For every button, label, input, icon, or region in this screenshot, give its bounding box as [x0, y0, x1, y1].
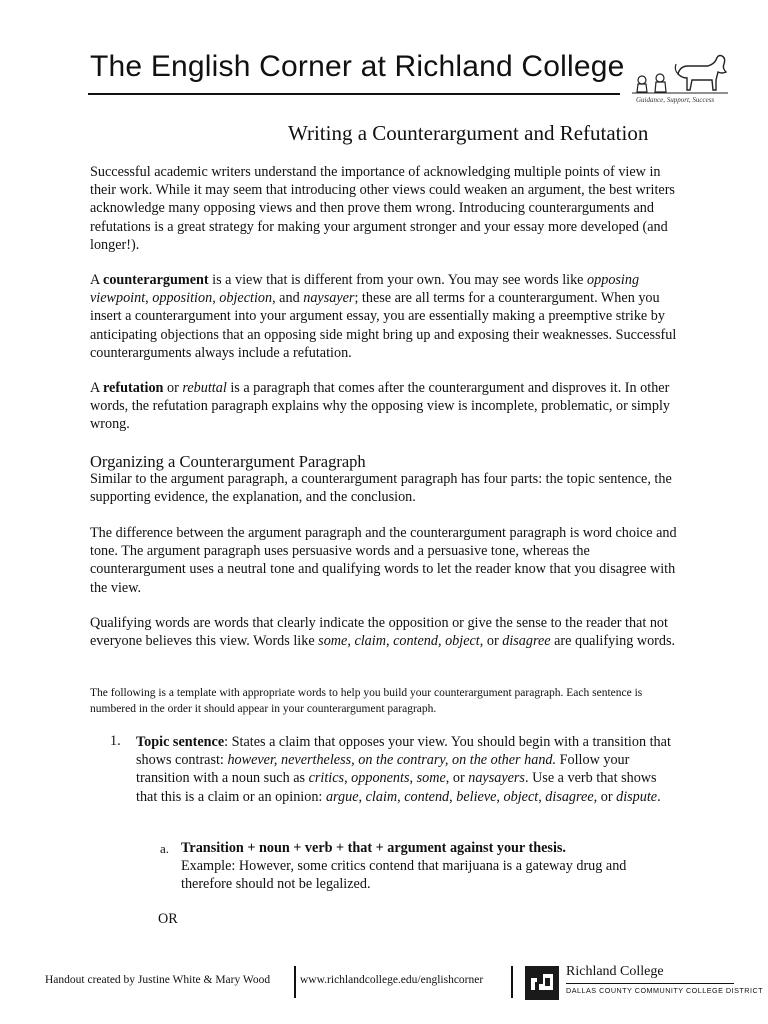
text: , and [272, 290, 304, 307]
text: Qualifying words are words that clearly indicate the opposition or give the sense to the reader that not everyone believes this view. Words like [90, 615, 668, 650]
page-header-title: The English Corner at Richland College [90, 50, 625, 83]
text: , or [479, 633, 503, 650]
section-paragraph-1 [90, 470, 678, 506]
text: , [397, 788, 405, 805]
richland-logo-icon [525, 966, 559, 1000]
document-title: Writing a Counterargument and Refutation [288, 121, 649, 145]
noun: naysayers [468, 770, 525, 787]
verb: object [503, 788, 539, 805]
text: A [90, 272, 104, 288]
text: . [657, 788, 661, 805]
template-note: The following is a template with appropriate words to help you build your counterargument paragraph. Each sentence is numbered in the order it should appear in your counterargument paragraph. [90, 687, 643, 715]
district-name: DALLAS COUNTY COMMUNITY COLLEGE DISTRICT [566, 986, 764, 995]
section-heading: Organizing a Counterargument Paragraph [90, 452, 366, 471]
text: The difference between the argument paragraph and the counterargument paragraph is word choice and tone. The argument paragraph uses persuasive words and a persuasive tone, whereas the counterargument uses a neutral tone and qualifying words to let the reader know that you disagree with the view. [90, 525, 677, 596]
text: , [344, 770, 352, 787]
text: is a paragraph that comes after the counterargument and disproves it. In other words, the refutation paragraph explains why the opposing view is incomplete, problematic, or simply wrong. [90, 380, 670, 433]
college-name: Richland College [566, 964, 664, 979]
footer-divider [511, 966, 513, 998]
text: Similar to the argument paragraph, a counterargument paragraph has four parts: the topic sentence, the supporting evidence, the explanation, and the conclusion. [90, 471, 672, 506]
footer-url[interactable]: www.richlandcollege.edu/englishcorner [300, 974, 484, 986]
term: opposing viewpoint [90, 272, 640, 307]
text: , [358, 788, 366, 805]
college-rule [566, 983, 734, 984]
or-label: OR [158, 911, 178, 927]
formula: Transition + noun + verb + that + argument against your thesis. [181, 840, 566, 856]
qualifier: claim [354, 633, 386, 650]
qualifier: disagree [502, 633, 551, 650]
text: is a view that is different from your own. You may see words like [208, 272, 588, 288]
qualifier: some [318, 633, 348, 650]
text: , or [445, 770, 469, 787]
text: , [437, 633, 446, 650]
noun: some [416, 770, 446, 787]
section-paragraph-2 [90, 524, 678, 597]
text: are qualifying words. [550, 633, 676, 650]
text: , [347, 633, 355, 650]
sub-list-letter: a. [160, 841, 170, 856]
text: , or [593, 788, 617, 805]
term: opposition [152, 290, 213, 307]
verb: contend [404, 788, 450, 805]
qualifier: contend [393, 633, 438, 650]
transitions: however, nevertheless, on the contrary, on the other hand. [227, 752, 557, 769]
section-paragraph-3 [90, 614, 678, 650]
footer-divider [294, 966, 296, 998]
text: , [409, 770, 417, 787]
text: or [163, 380, 183, 396]
text: , [385, 633, 394, 650]
verb: dispute [616, 788, 658, 805]
term-refutation: refutation [103, 380, 164, 396]
noun: opponents [351, 770, 410, 787]
refutation-definition [90, 379, 678, 434]
list-item-topic-sentence [136, 733, 676, 806]
term-counterargument: counterargument [103, 272, 209, 288]
intro-text: Successful academic writers understand the importance of acknowledging multiple points of view in their work. While it may seem that introducing other views could weaken an argument, the best writers acknowledge many opposing views and then prove them wrong. Introducing counterarguments and refutations is a great strategy for making your argument stronger and your essay more developed (and longer!). [90, 164, 675, 253]
qualifier: object [445, 633, 480, 650]
term: objection [219, 290, 273, 307]
noun: critics [308, 770, 345, 787]
term: naysayer [303, 290, 355, 307]
logo-tagline: Guidance, Support, Success [636, 96, 715, 104]
text: , [449, 788, 457, 805]
text: , [212, 290, 220, 307]
sub-list-item [181, 839, 681, 894]
verb: argue [325, 788, 359, 805]
text: , [538, 788, 546, 805]
text: Follow your transition with a noun such as [136, 752, 630, 787]
text: . Use a verb that shows that this is a claim or an opinion: [136, 770, 657, 805]
term-rebuttal: rebuttal [182, 380, 227, 396]
header-divider [88, 93, 620, 95]
example: Example: However, some critics contend that marijuana is a gateway drug and therefore should not be legalized. [181, 858, 627, 893]
counterargument-definition [90, 271, 678, 362]
text: ; these are all terms for a counterargument. When you insert a counterargument into your argument essay, you are essentially making a preemptive strike by anticipating objections that an opposing side might bring up and exposing their weaknesses. Successful counterarguments always include a refutation. [90, 290, 677, 361]
verb: believe [456, 788, 497, 805]
list-number: 1. [110, 733, 121, 749]
list-label: Topic sentence [136, 734, 225, 750]
text: , [496, 788, 504, 805]
richland-mark-icon [525, 966, 559, 1000]
intro-paragraph [90, 163, 678, 254]
text: : States a claim that opposes your view. You should begin with a transition that shows contrast: [136, 734, 671, 769]
text: A [90, 380, 104, 396]
text: , [145, 290, 153, 307]
verb: claim [365, 788, 398, 805]
footer-credit: Handout created by Justine White & Mary Wood [45, 974, 271, 986]
verb: disagree [545, 788, 594, 805]
